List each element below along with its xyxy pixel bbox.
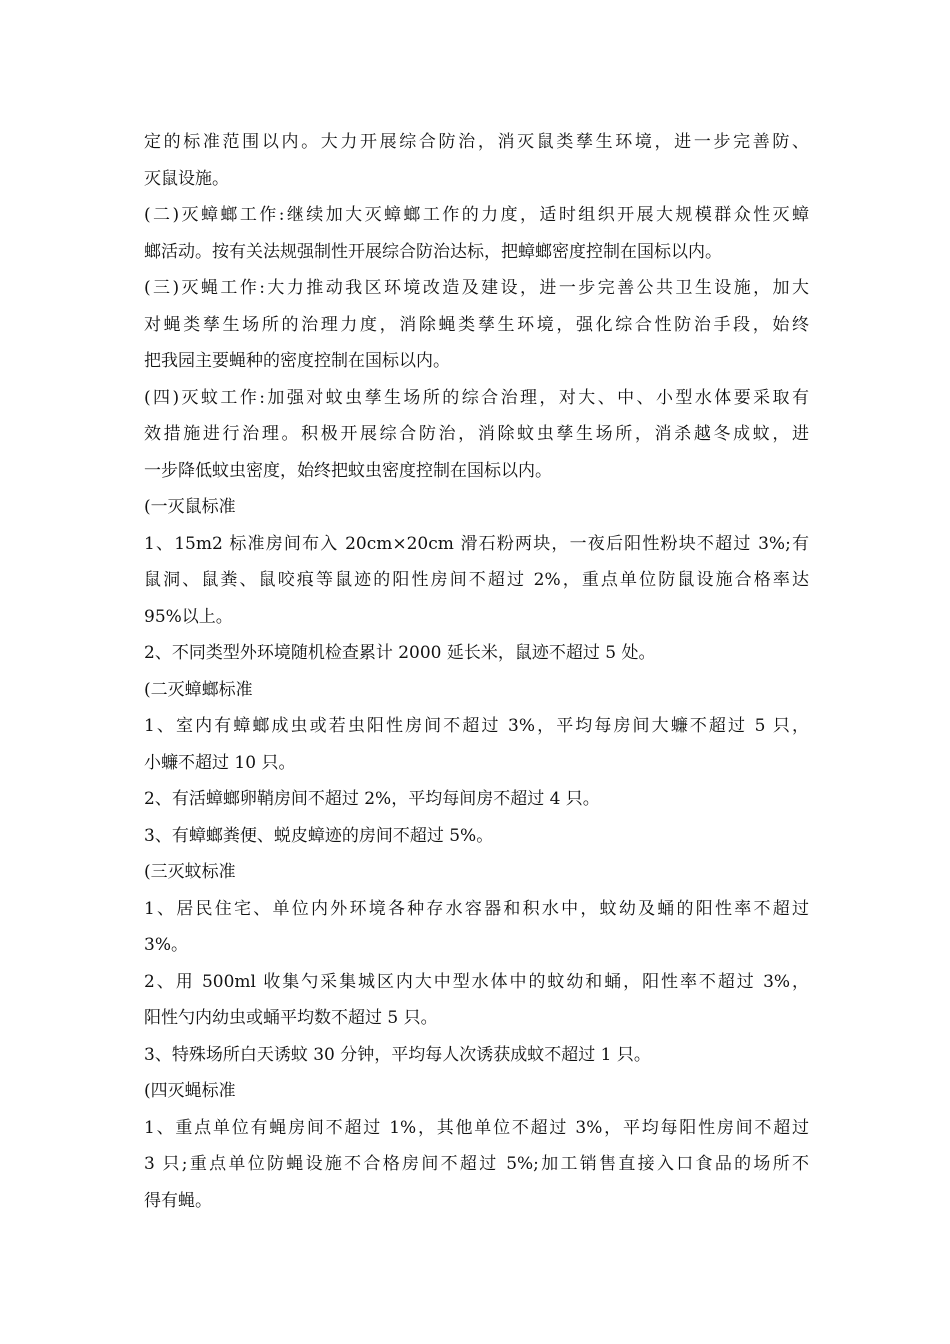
text-line: 1、室内有蟑螂成虫或若虫阳性房间不超过 3%，平均每房间大蠊不超过 5 只， bbox=[144, 716, 809, 736]
text-line: 1、居民住宅、单位内外环境各种存水容器和积水中，蚊幼及蛹的阳性率不超过 bbox=[144, 898, 809, 919]
text-line: 3、特殊场所白天诱蚊 30 分钟，平均每人次诱获成蚊不超过 1 只。 bbox=[144, 1044, 651, 1065]
text-line: 对蝇类孳生场所的治理力度，消除蝇类孳生环境，强化综合性防治手段，始终 bbox=[144, 314, 809, 335]
section-heading: (三灭蚊标准 bbox=[144, 862, 236, 882]
text-line: 1、15m2 标准房间布入 20cm×20cm 滑石粉两块，一夜后阳性粉块不超过 3%;有 bbox=[144, 533, 809, 554]
text-line: 螂活动。按有关法规强制性开展综合防治达标，把蟑螂密度控制在国标以内。 bbox=[144, 241, 722, 262]
text-line: 2、不同类型外环境随机检查累计 2000 延长米，鼠迹不超过 5 处。 bbox=[144, 643, 656, 663]
section-heading: (四灭蝇标准 bbox=[144, 1081, 236, 1101]
text-line: 3、有蟑螂粪便、蜕皮蟑迹的房间不超过 5%。 bbox=[144, 825, 494, 846]
text-line: 灭鼠设施。 bbox=[144, 168, 229, 189]
text-line: 一步降低蚊虫密度，始终把蚊虫密度控制在国标以内。 bbox=[144, 460, 552, 481]
text-line: 95%以上。 bbox=[144, 606, 233, 627]
text-line: 2、用 500ml 收集勺采集城区内大中型水体中的蚊幼和蛹，阳性率不超过 3%， bbox=[144, 971, 809, 992]
text-line: 1、重点单位有蝇房间不超过 1%，其他单位不超过 3%，平均每阳性房间不超过 bbox=[144, 1117, 809, 1138]
text-line: (四)灭蚊工作:加强对蚊虫孳生场所的综合治理，对大、中、小型水体要采取有 bbox=[144, 387, 809, 408]
text-line: 效措施进行治理。积极开展综合防治，消除蚊虫孳生场所，消杀越冬成蚊，进 bbox=[144, 424, 809, 444]
text-line: 把我园主要蝇种的密度控制在国标以内。 bbox=[144, 351, 450, 371]
text-line: 小蠊不超过 10 只。 bbox=[144, 752, 296, 773]
document-body bbox=[144, 124, 809, 1219]
text-line: 定的标准范围以内。大力开展综合防治，消灭鼠类孳生环境，进一步完善防、 bbox=[144, 132, 809, 152]
text-line: (三)灭蝇工作:大力推动我区环境改造及建设，进一步完善公共卫生设施，加大 bbox=[144, 278, 809, 298]
text-line: 得有蝇。 bbox=[144, 1190, 212, 1211]
text-line: 3%。 bbox=[144, 935, 188, 955]
text-line: 3 只;重点单位防蝇设施不合格房间不超过 5%;加工销售直接入口食品的场所不 bbox=[144, 1154, 809, 1174]
section-heading: (二灭蟑螂标准 bbox=[144, 679, 253, 700]
text-line: 鼠洞、鼠粪、鼠咬痕等鼠迹的阳性房间不超过 2%，重点单位防鼠设施合格率达 bbox=[144, 570, 809, 590]
text-line: 2、有活蟑螂卵鞘房间不超过 2%，平均每间房不超过 4 只。 bbox=[144, 789, 600, 809]
section-heading: (一灭鼠标准 bbox=[144, 497, 236, 517]
text-line: (二)灭蟑螂工作:继续加大灭蟑螂工作的力度，适时组织开展大规模群众性灭蟑 bbox=[144, 205, 809, 225]
text-line: 阳性勺内幼虫或蛹平均数不超过 5 只。 bbox=[144, 1008, 438, 1028]
